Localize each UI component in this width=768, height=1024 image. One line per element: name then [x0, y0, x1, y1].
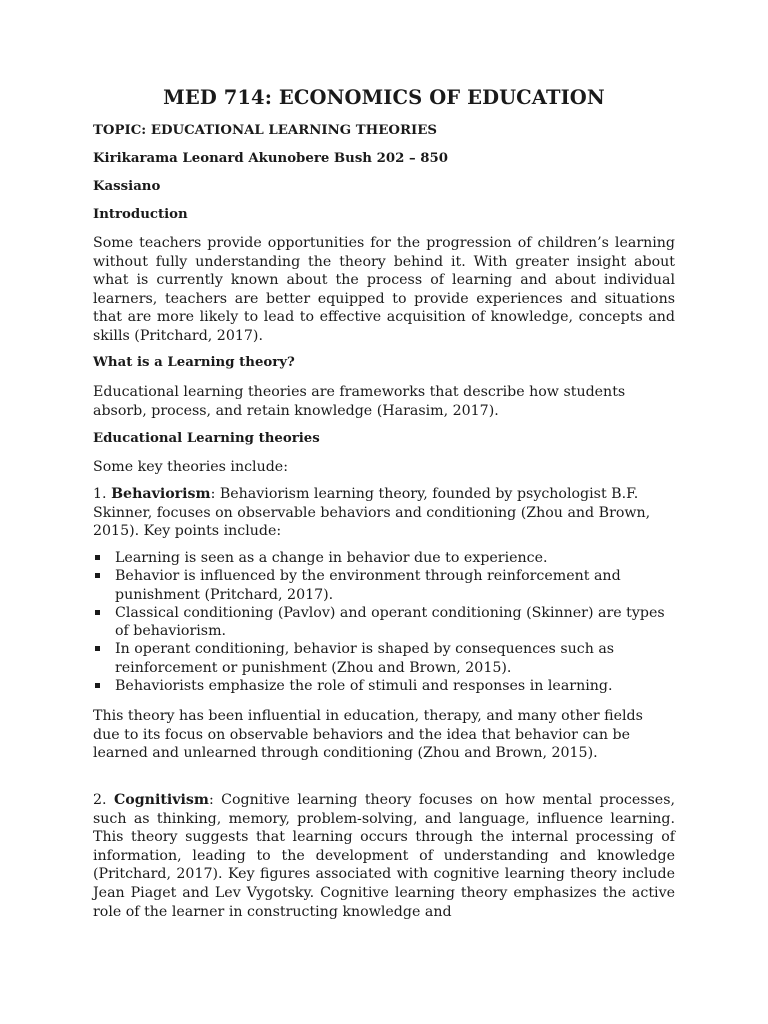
list-item — [93, 549, 675, 567]
topic-line: TOPIC: EDUCATIONAL LEARNING THEORIES — [93, 123, 437, 138]
list-item-text: Behaviorists emphasize the role of stimuli and responses in learning. — [115, 678, 613, 695]
list-item-text: Behavior is influenced by the environment through reinforcement and punishment (Pritchard, 2017). — [115, 568, 621, 603]
theories-intro-text: Some key theories include: — [93, 459, 288, 475]
bullet-square-icon — [95, 646, 100, 651]
bullet-square-icon — [95, 683, 100, 688]
behaviorism-key-points-list — [93, 549, 675, 695]
list-item — [93, 640, 675, 677]
learning-theory-definition: Educational learning theories are frameworks that describe how students absorb, process, and retain knowledge (Harasim, 2017). — [93, 384, 626, 419]
list-item-text: Classical conditioning (Pavlov) and operant conditioning (Skinner) are types of behaviorism. — [115, 604, 665, 640]
bullet-square-icon — [95, 555, 100, 560]
cognitivism-paragraph — [93, 791, 675, 921]
list-item — [93, 567, 675, 604]
list-item — [93, 604, 675, 641]
cognitivism-number: 2. — [93, 792, 107, 808]
document-title: MED 714: ECONOMICS OF EDUCATION — [163, 86, 605, 109]
list-item-text: In operant conditioning, behavior is shaped by consequences such as reinforcement or punishment (Zhou and Brown, 2015). — [115, 641, 615, 676]
learning-theory-question-heading: What is a Learning theory? — [93, 355, 295, 370]
bullet-square-icon — [95, 573, 100, 578]
behaviorism-paragraph — [93, 485, 678, 541]
author-line: Kirikarama Leonard Akunobere Bush 202 – 850 — [93, 151, 449, 166]
behaviorism-summary: This theory has been influential in education, therapy, and many other fields due to its focus on observable behaviors and the idea that behavior can be learned and unlearned through conditioning (Zhou and Brown, 2015). — [93, 708, 643, 762]
introduction-paragraph: Some teachers provide opportunities for the progression of children’s learning without fully understanding the theory behind it. With greater insight about what is currently known about the process of learning and about individual learners, teachers are better equipped to provide experiences and situations that are more likely to lead to effective acquisition of knowledge, concepts and skills (Pritchard, 2017). — [93, 235, 675, 344]
educational-learning-theories-heading: Educational Learning theories — [93, 431, 320, 446]
behaviorism-description: : Behaviorism learning theory, founded by psychologist B.F. Skinner, focuses on observable behaviors and conditioning (Zhou and Brown, 2015). Key points include: — [93, 486, 651, 540]
cognitivism-description: : Cognitive learning theory focuses on how mental processes, such as thinking, memory, problem-solving, and language, influence learning. This theory suggests that learning occurs through the internal processing of information, leading to the development of understanding and knowledge (Pritchard, 2017). Key figures associated with cognitive learning theory include Jean Piaget and Lev Vygotsky. Cognitive learning theory emphasizes the active role of the learner in constructing knowledge and — [93, 792, 675, 920]
introduction-heading: Introduction — [93, 207, 188, 222]
cognitivism-term: Cognitivism — [113, 792, 209, 808]
lecturer-line: Kassiano — [93, 179, 161, 194]
behaviorism-number: 1. — [93, 486, 107, 502]
list-item — [93, 677, 675, 695]
bullet-square-icon — [95, 610, 100, 615]
behaviorism-term: Behaviorism — [111, 486, 211, 502]
list-item-text: Learning is seen as a change in behavior due to experience. — [115, 550, 548, 566]
